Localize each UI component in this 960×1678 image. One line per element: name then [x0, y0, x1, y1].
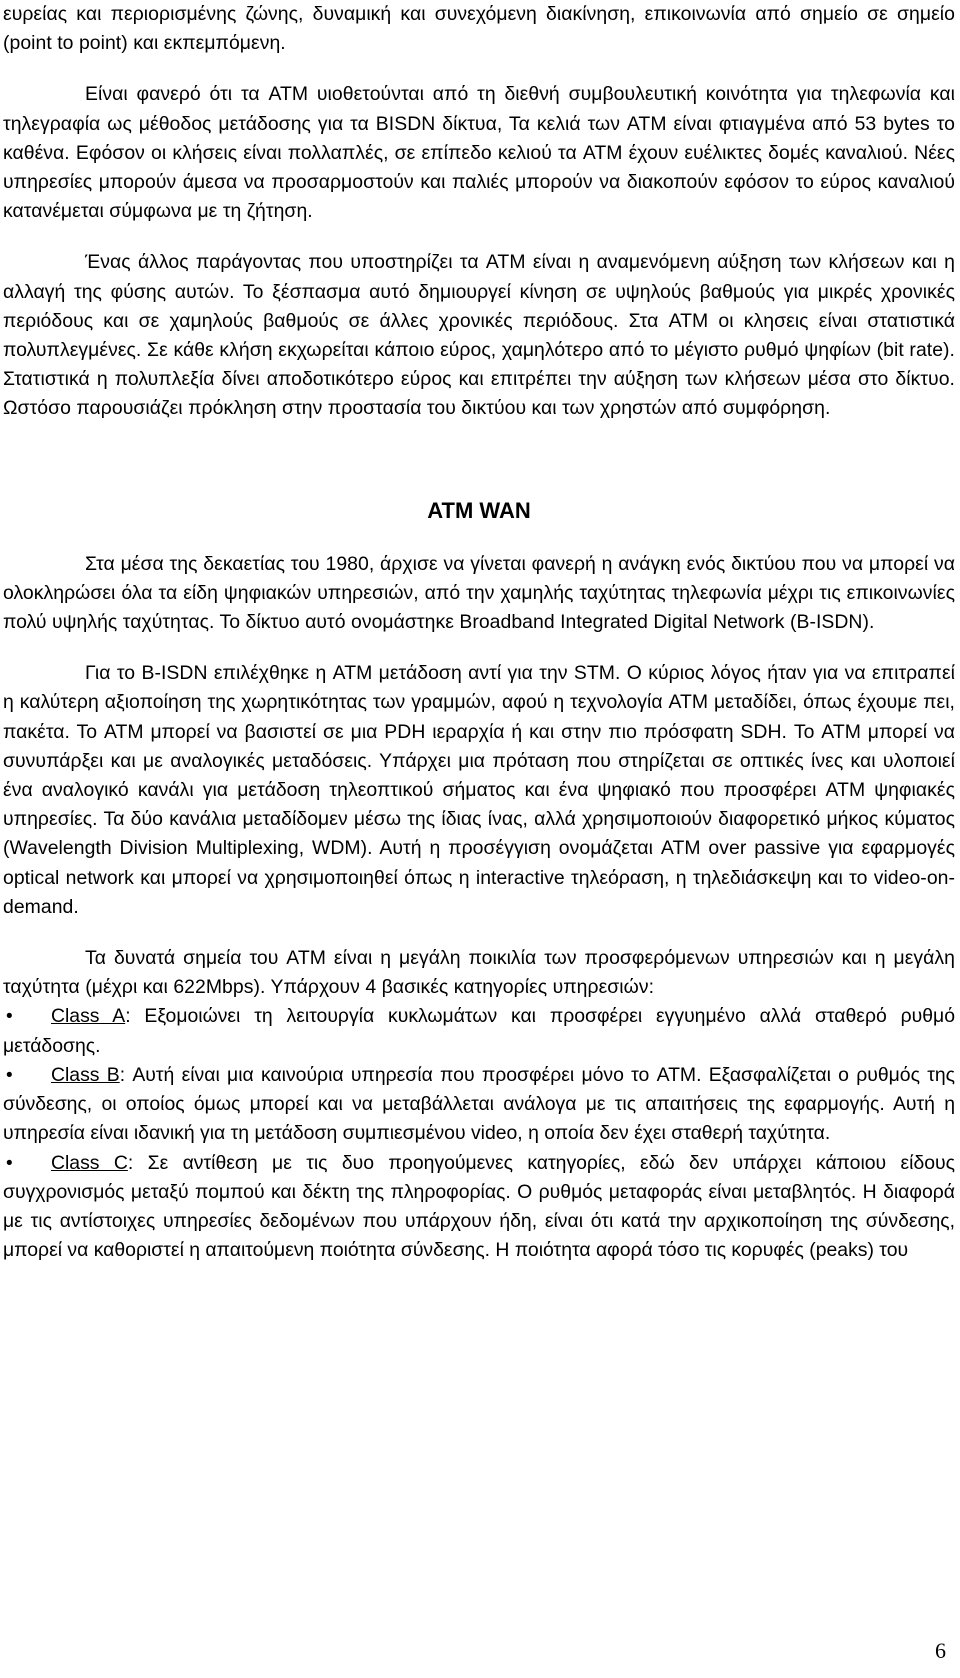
- paragraph-atm-adoption: Είναι φανερό ότι τα ATM υιοθετούνται από τη διεθνή συμβουλευτική κοινότητα για τηλεφωνία και τηλεγραφία ως μέθοδος μετάδοσης για τα BISDN δίκτυα, Τα κελιά των ATM είναι φτιαγμένα από 53 bytes το καθένα. Εφόσον οι κλήσεις είναι πολλαπλές, σε επίπεδο κελιού τα ATM έχουν ευέλικτες δομές καναλιού. Νέες υπηρεσίες μπορούν άμεσα να προσαρμοστούν και παλιές μπορούν να διακοπούν εφόσον το εύρος καναλιού κατανέμεται σύμφωνα με τη ζήτηση.: [3, 83, 955, 223]
- page-content: [3, 0, 955, 1265]
- paragraph-atm-strengths: Τα δυνατά σημεία του ATM είναι η μεγάλη ποικιλία των προσφερόμενων υπηρεσιών και η μεγάλη ταχύτητα (μέχρι και 622Mbps). Υπάρχουν 4 βασικές κατηγορίες υπηρεσιών:: [3, 947, 955, 999]
- class-description: : Αυτή είναι μια καινούρια υπηρεσία που προσφέρει μόνο το ATM. Εξασφαλίζεται ο ρυθμός της σύνδεσης, οι οποίος όμως μπορεί και να μεταβάλλεται ανάλογα με τις απαιτήσεις της εφαρμογής. Αυτή η υπηρεσία είναι ιδανική για τη μετάδοση συμπιεσμένου video, η οποία δεν έχει σταθερή ταχύτητα.: [3, 1063, 955, 1145]
- list-item-class-c: [3, 1149, 955, 1266]
- paragraph-continuation: ευρείας και περιορισμένης ζώνης, δυναμική και συνεχόμενη διακίνηση, επικοινωνία από σημείο σε σημείο (point to point) και εκπεμπόμενη.: [3, 3, 955, 55]
- paragraph-bisdn-atm: Για το B-ISDN επιλέχθηκε η ATM μετάδοση αντί για την STM. Ο κύριος λόγος ήταν για να επιτραπεί η καλύτερη αξιοποίηση της χωρητικότητας των γραμμών, αφού η τεχνολογία ATM μεταδίδει, όπως έχουμε πει, πακέτα. Το ATM μπορεί να βασιστεί σε μια PDH ιεραρχία ή και στην πιο πρόσφατη SDH. Το ATM μπορεί να συνυπάρξει και με αναλογικές μεταδόσεις. Υπάρχει μια πρόταση που στηρίζεται σε οπτικές ίνες και υλοποιεί ένα αναλογικό κανάλι για μετάδοση τηλεοπτικού σήματος και ένα ψηφιακό που προσφέρει ATM ψηφιακές υπηρεσίες. Τα δύο κανάλια μεταδίδομεν μέσω της ίδιας ίνας, αλλά χρησιμοποιούν διαφορετικό μήκος κύματος (Wavelength Division Multiplexing, WDM). Αυτή η προσέγγιση ονομάζεται ATM over passive για εφαρμογές optical network και μπορεί να χρησιμοποιηθεί όπως η interactive τηλεόραση, η τηλεδιάσκεψη και το video-on-demand.: [3, 662, 955, 918]
- list-item-class-a: [3, 1002, 955, 1060]
- class-label: Class C: [51, 1151, 128, 1174]
- bullet-icon: •: [6, 1152, 13, 1174]
- paragraph-call-growth: Ένας άλλος παράγοντας που υποστηρίζει τα ATM είναι η αναμενόμενη αύξηση των κλήσεων και η αλλαγή της φύσης αυτών. Το ξέσπασμα αυτό δημιουργεί κίνηση σε υψηλούς βαθμούς για μικρές χρονικές περιόδους και σε χαμηλούς βαθμούς σε άλλες χρονικές περιόδους. Στα ATM οι κλησεις είναι στατιστικά πολυπλεγμένες. Σε κάθε κλήση εκχωρείται κάποιο εύρος, χαμηλότερο από το μέγιστο ρυθμό ψηφίων (bit rate). Στατιστικά η πολυπλεξία δίνει αποδοτικότερο εύρος και επιτρέπει την αύξηση των κλήσεων μέσα στο δίκτυο. Ωστόσο παρουσιάζει πρόκληση στην προστασία του δικτύου και των χρηστών από συμφόρηση.: [3, 251, 955, 420]
- page-number: 6: [935, 1638, 946, 1663]
- class-description: : Σε αντίθεση με τις δυο προηγούμενες κατηγορίες, εδώ δεν υπάρχει κάποιου είδους συγχρονισμός μεταξύ πομπού και δέκτη της πληροφορίας. Ο ρυθμός μεταφοράς είναι μεταβλητός. Η διαφορά με τις αντίστοιχες υπηρεσίες δεδομένων που υπάρχουν ήδη, είναι ότι κατά την αρχικοποίηση της σύνδεσης, μπορεί να καθοριστεί η απαιτούμενη ποιότητα σύνδεσης. Η ποιότητα αφορά τόσο τις κορυφές (peaks) του: [3, 1151, 955, 1262]
- class-label: Class B: [51, 1063, 120, 1086]
- paragraph-bisdn-intro: Στα μέσα της δεκαετίας του 1980, άρχισε να γίνεται φανερή η ανάγκη ενός δικτύου που να μπορεί να ολοκληρώσει όλα τα είδη ψηφιακών υπηρεσιών, από την χαμηλής ταχύτητας τηλεφωνία μέχρι τις επικοινωνίες πολύ υψηλής ταχύτητας. Το δίκτυο αυτό ονομάστηκε Broadband Integrated Digital Network (B-ISDN).: [3, 552, 955, 634]
- bullet-icon: •: [6, 1064, 13, 1086]
- class-description: : Εξομοιώνει τη λειτουργία κυκλωμάτων και προσφέρει εγγυημένο αλλά σταθερό ρυθμό μετάδοσης.: [3, 1005, 955, 1057]
- service-class-list: [3, 1002, 955, 1265]
- list-item-class-b: [3, 1061, 955, 1149]
- bullet-icon: •: [6, 1006, 13, 1028]
- class-label: Class A: [51, 1005, 126, 1028]
- section-heading: ATM WAN: [427, 497, 531, 523]
